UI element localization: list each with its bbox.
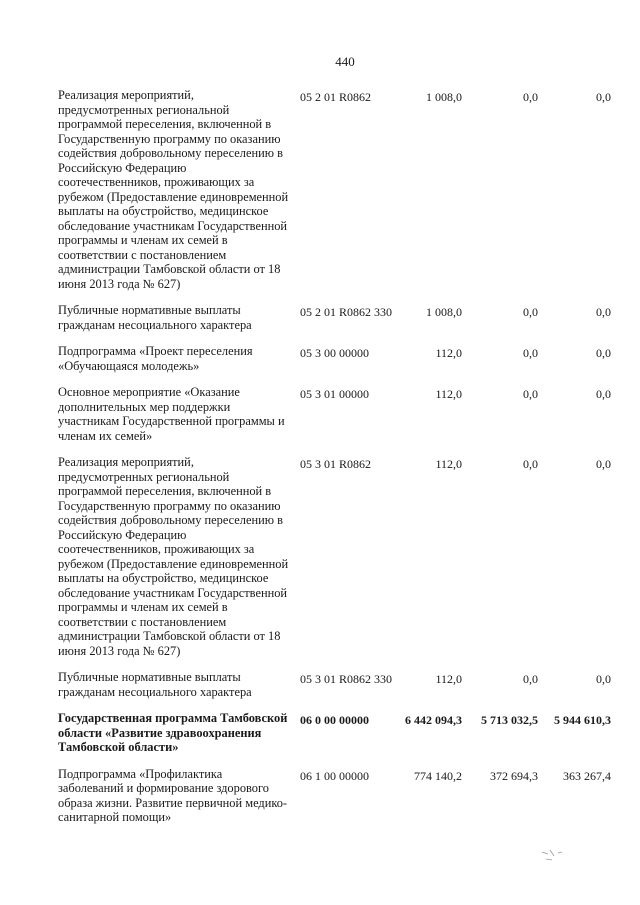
row-amount-1: 112,0 [435, 457, 462, 471]
row-amount-1: 112,0 [435, 387, 462, 401]
row-description: Государственная программа Тамбовской области «Развитие здравоохранения Тамбовской области» [58, 711, 288, 754]
row-code: 05 3 01 00000 [300, 387, 369, 401]
table-row [0, 670, 640, 699]
row-amount-2: 372 694,3 [490, 768, 538, 783]
row-code: 05 3 01 R0862 330 [300, 672, 393, 686]
row-amount-3: 5 944 610,3 [554, 713, 611, 727]
row-description: Основное мероприятие «Оказание дополнительных мер поддержки участникам Государственной программы и членам их семей» [58, 385, 285, 443]
row-amount-2: 0,0 [523, 346, 538, 360]
row-description: Подпрограмма «Проект переселения «Обучающаяся молодежь» [58, 344, 253, 373]
table-row [0, 767, 640, 825]
page-number: 440 [335, 54, 355, 69]
table-row [0, 455, 640, 658]
row-amount-1: 112,0 [435, 672, 462, 686]
row-amount-3: 0,0 [596, 387, 611, 401]
row-description: Реализация мероприятий, предусмотренных региональной программой переселения, включенной в Государственную программу по оказанию содействия добровольному переселению в Российскую Федерацию соотечественников, проживающих за рубежом (Предоставление единовременной выплаты на обустройство, медицинское обследование участникам Государственной программы и членам их семей в соответствии с постановлением администрации Тамбовской области от 18 июня 2013 года № 627) [58, 455, 289, 658]
row-code: 06 0 00 00000 [300, 713, 369, 727]
row-amount-2: 5 713 032,5 [481, 713, 538, 727]
row-code: 06 1 00 00000 [300, 768, 369, 783]
row-amount-3: 0,0 [596, 305, 611, 319]
table-row [0, 711, 640, 755]
row-amount-1: 6 442 094,3 [405, 713, 462, 727]
row-amount-2: 0,0 [523, 305, 538, 319]
row-amount-3: 0,0 [596, 346, 611, 360]
row-description: Реализация мероприятий, предусмотренных региональной программой переселения, включенной в Государственную программу по оказанию содействия добровольному переселению в Российскую Федерацию соотечественников, проживающих за рубежом (Предоставление единовременной выплаты на обустройство, медицинское обследование участникам Государственной программы и членам их семей в соответствии с постановлением администрации Тамбовской области от 18 июня 2013 года № 627) [58, 88, 289, 291]
row-amount-1: 112,0 [435, 346, 462, 360]
row-amount-1: 1 008,0 [426, 90, 462, 104]
budget-table [0, 88, 640, 837]
row-amount-1: 1 008,0 [426, 305, 462, 319]
table-row [0, 344, 640, 373]
row-amount-1: 774 140,2 [414, 768, 462, 783]
row-amount-3: 0,0 [596, 672, 611, 686]
table-row [0, 88, 640, 291]
row-amount-3: 363 267,4 [563, 768, 611, 783]
row-code: 05 3 00 00000 [300, 346, 369, 360]
row-description: Публичные нормативные выплаты гражданам несоциального характера [58, 303, 252, 332]
row-amount-2: 0,0 [523, 90, 538, 104]
row-code: 05 2 01 R0862 [300, 90, 372, 104]
row-description: Публичные нормативные выплаты гражданам несоциального характера [58, 670, 252, 699]
row-description: Подпрограмма «Профилактика заболеваний и формирование здорового образа жизни. Развитие первичной медико-санитарной помощи» [58, 766, 288, 824]
row-code: 05 3 01 R0862 [300, 457, 372, 471]
table-row [0, 303, 640, 332]
scan-artifact-mark [540, 848, 568, 862]
row-amount-3: 0,0 [596, 457, 611, 471]
row-amount-2: 0,0 [523, 457, 538, 471]
row-amount-3: 0,0 [596, 90, 611, 104]
row-amount-2: 0,0 [523, 387, 538, 401]
row-code: 05 2 01 R0862 330 [300, 305, 393, 319]
row-amount-2: 0,0 [523, 672, 538, 686]
table-row [0, 385, 640, 443]
